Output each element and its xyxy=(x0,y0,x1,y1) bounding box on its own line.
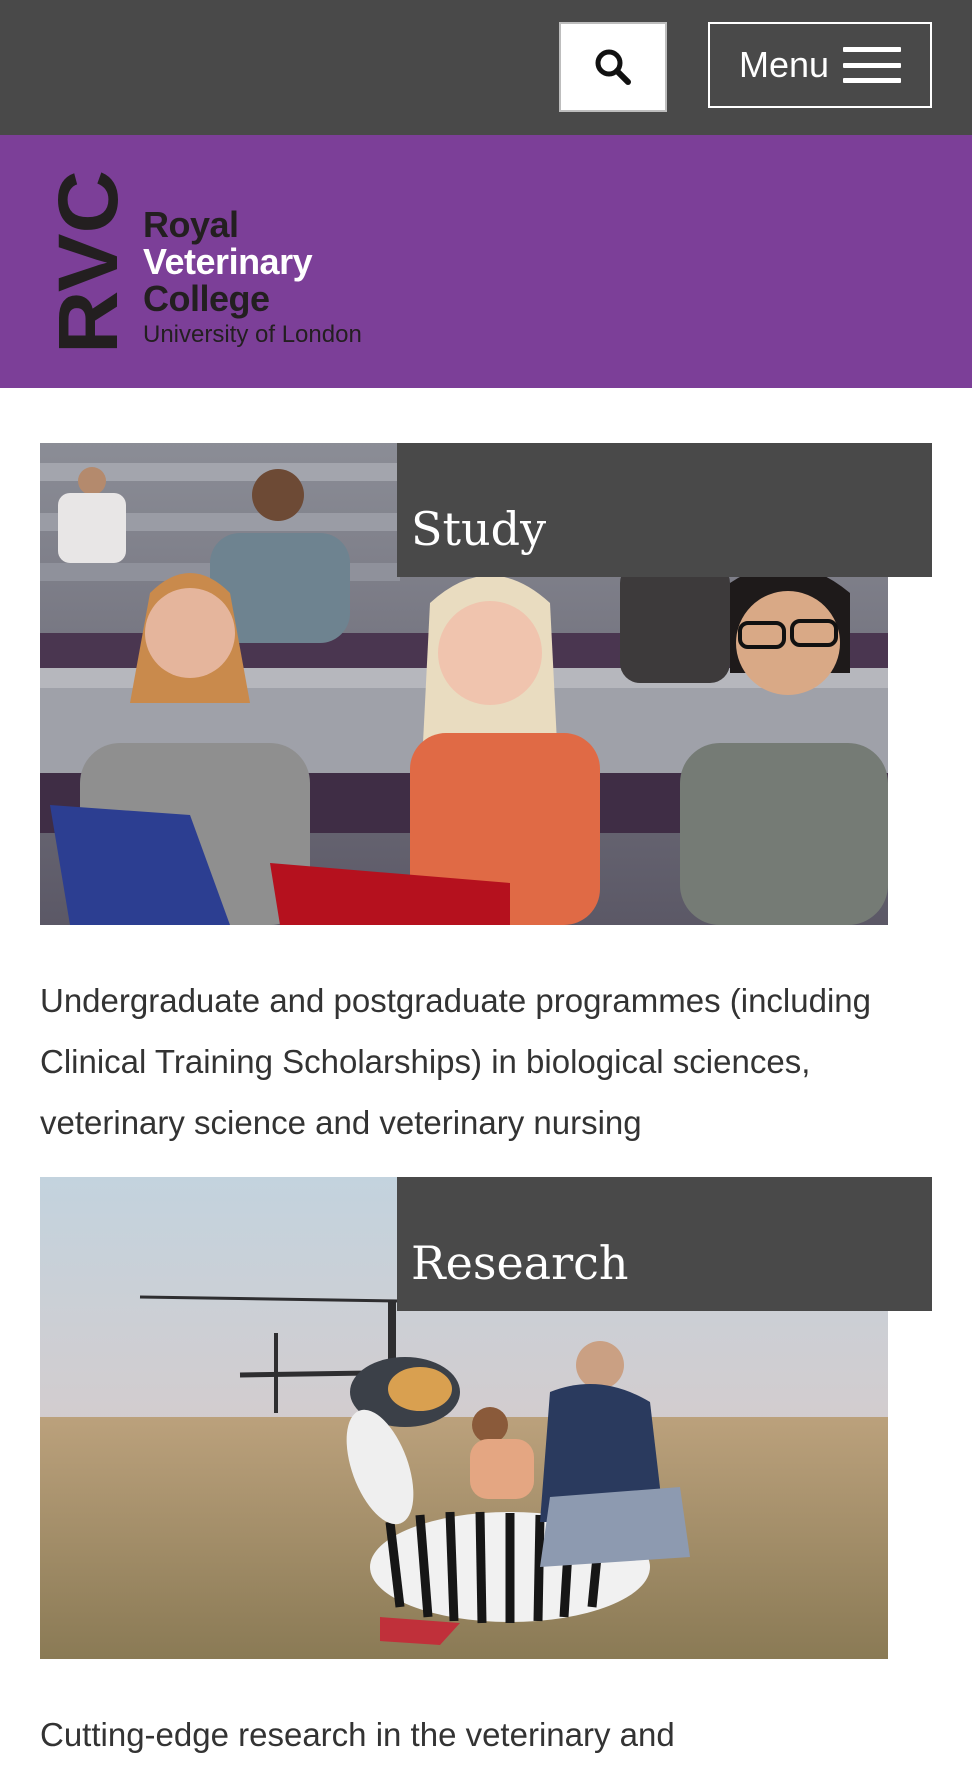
research-title-panel[interactable] xyxy=(397,1177,932,1311)
research-description: Cutting-edge research in the veterinary and xyxy=(40,1716,675,1753)
logo-line-veterinary: Veterinary xyxy=(143,241,313,282)
logo-subtitle: University of London xyxy=(143,321,362,348)
rvc-logo-mark xyxy=(41,168,135,354)
study-title-panel[interactable] xyxy=(397,443,932,577)
logo-wordmark xyxy=(143,206,362,351)
search-button[interactable] xyxy=(559,22,667,112)
study-description: Undergraduate and postgraduate programmes (including Clinical Training Scholarships) in biological sciences, veterinary science and veterinary nursing xyxy=(40,982,872,1141)
logo-mark-text: RVC xyxy=(41,178,135,354)
study-title[interactable]: Study xyxy=(411,502,547,556)
search-icon xyxy=(593,47,633,87)
logo-line-royal: Royal xyxy=(143,204,239,245)
top-bar xyxy=(0,0,972,135)
research-title[interactable]: Research xyxy=(411,1236,629,1290)
menu-label: Menu xyxy=(738,44,830,85)
brand-band xyxy=(0,135,972,388)
hamburger-icon xyxy=(843,47,901,83)
rvc-logo-link[interactable] xyxy=(41,168,385,358)
menu-button[interactable] xyxy=(708,22,932,108)
logo-line-college: College xyxy=(143,278,270,319)
